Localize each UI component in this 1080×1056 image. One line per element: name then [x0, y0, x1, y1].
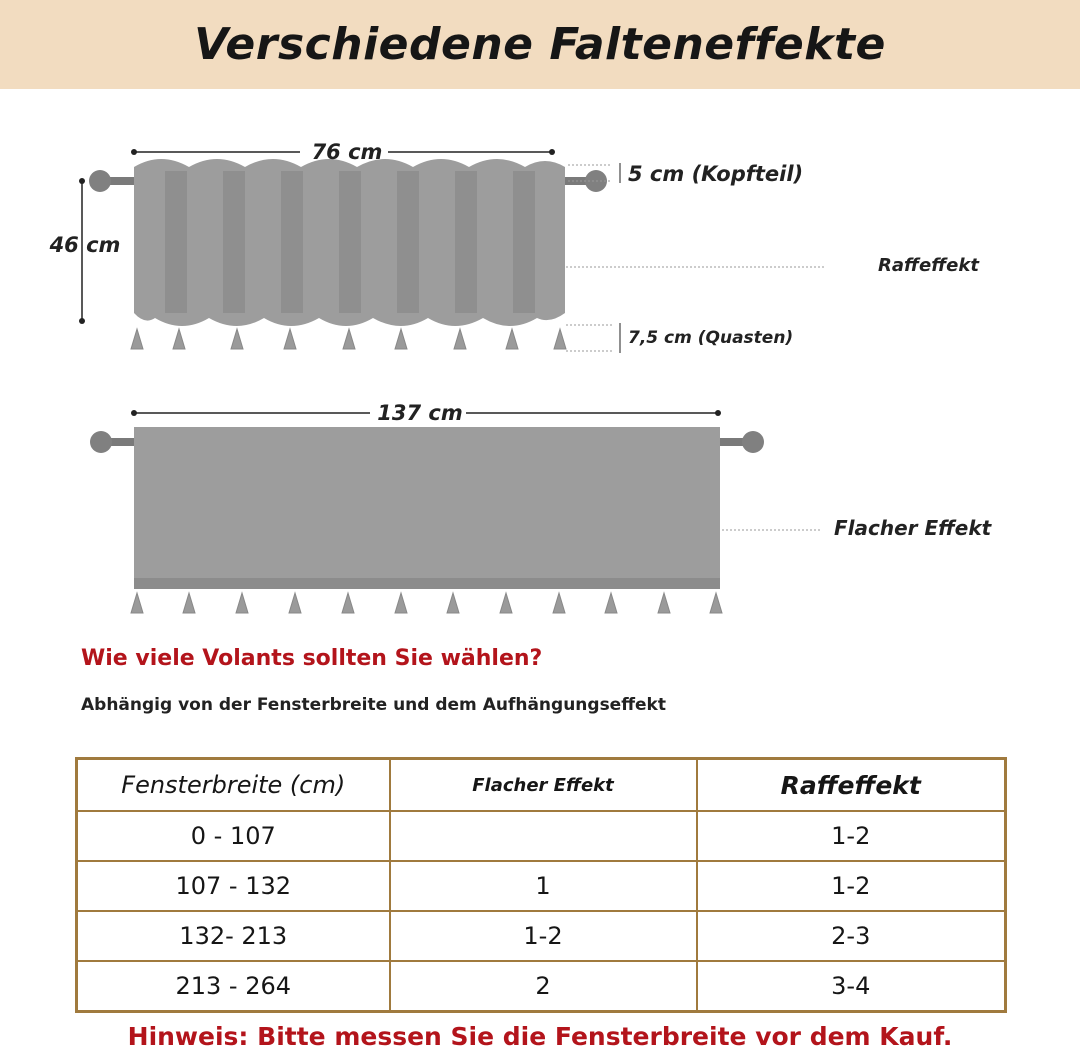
- ruffled-valance: [49, 140, 981, 353]
- table-header-row: [77, 759, 1006, 812]
- title-banner: [0, 0, 1080, 89]
- flat-effect-cell: 1: [390, 861, 697, 911]
- tassels: [131, 329, 566, 349]
- tassel-icon: [183, 593, 195, 613]
- table-row: [77, 961, 1006, 1012]
- gather-effect-cell: 2-3: [697, 911, 1006, 961]
- tassel-icon: [454, 329, 466, 349]
- gather-effect-cell: 1-2: [697, 811, 1006, 861]
- rod-finial-icon: [742, 431, 764, 453]
- tassel-icon: [500, 593, 512, 613]
- tassel-icon: [289, 593, 301, 613]
- tassel-icon: [658, 593, 670, 613]
- window-width-cell: 107 - 132: [77, 861, 390, 911]
- header-size-label: 5 cm (Kopfteil): [628, 162, 804, 186]
- column-header-window-width: Fensterbreite (cm): [77, 759, 390, 812]
- rod-finial-icon: [90, 431, 112, 453]
- column-header-flat-effect: Flacher Effekt: [390, 759, 697, 812]
- measurement-note: Hinweis: Bitte messen Sie die Fensterbreite vor dem Kauf.: [127, 1022, 953, 1051]
- gather-effect-cell: 1-2: [697, 861, 1006, 911]
- flat-effect-cell: 1-2: [390, 911, 697, 961]
- tassel-icon: [131, 329, 143, 349]
- tassel-icon: [710, 593, 722, 613]
- tassel-icon: [553, 593, 565, 613]
- tassel-icon: [231, 329, 243, 349]
- flat-valance: [90, 401, 993, 613]
- tassel-icon: [395, 593, 407, 613]
- window-width-cell: 0 - 107: [77, 811, 390, 861]
- tassel-icon: [173, 329, 185, 349]
- tassel-icon: [447, 593, 459, 613]
- tassel-icon: [236, 593, 248, 613]
- flat-effect-label: Flacher Effekt: [834, 516, 992, 540]
- flat-width-label: 137 cm: [377, 401, 463, 425]
- tassel-icon: [131, 593, 143, 613]
- tassel-icon: [284, 329, 296, 349]
- flat-effect-cell: 2: [390, 961, 697, 1012]
- flat-fabric-hem: [134, 578, 720, 589]
- tassel-icon: [342, 593, 354, 613]
- window-width-cell: 213 - 264: [77, 961, 390, 1012]
- tassel-icon: [506, 329, 518, 349]
- column-header-gather-effect: Raffeffekt: [697, 759, 1006, 812]
- tassels: [131, 593, 722, 613]
- section-subtitle: Abhängig von der Fensterbreite und dem Aufhängungseffekt: [81, 695, 666, 715]
- tassel-icon: [554, 329, 566, 349]
- ruffled-height-label: 46 cm: [49, 233, 121, 257]
- tassel-icon: [343, 329, 355, 349]
- size-table: [75, 757, 1007, 1013]
- page-title: Verschiedene Falteneffekte: [194, 19, 886, 70]
- table-row: [77, 861, 1006, 911]
- ruffled-effect-label: Raffeffekt: [878, 255, 979, 276]
- table-row: [77, 811, 1006, 861]
- section-question: Wie viele Volants sollten Sie wählen?: [81, 646, 543, 671]
- flat-effect-cell: [390, 811, 697, 861]
- curtain-diagram: [0, 89, 1080, 634]
- ruffled-width-label: 76 cm: [311, 140, 383, 164]
- table-row: [77, 911, 1006, 961]
- flat-fabric: [134, 427, 720, 589]
- tassel-icon: [605, 593, 617, 613]
- gather-effect-cell: 3-4: [697, 961, 1006, 1012]
- tassel-size-label: 7,5 cm (Quasten): [628, 328, 794, 348]
- rod-finial-icon: [89, 170, 111, 192]
- tassel-icon: [395, 329, 407, 349]
- window-width-cell: 132- 213: [77, 911, 390, 961]
